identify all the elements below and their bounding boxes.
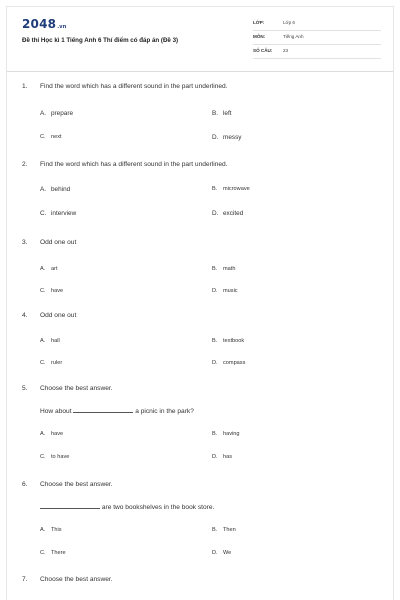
question-number: 1. (22, 83, 28, 90)
option-text: There (51, 550, 66, 556)
question-number: 5. (22, 385, 28, 392)
question-sentence (40, 503, 214, 511)
meta-label: SỐ CÂU: (253, 48, 273, 53)
exam-page (6, 6, 394, 600)
option-b[interactable] (212, 527, 236, 533)
meta-value: Lớp 6 (283, 20, 295, 25)
option-letter: D. (212, 454, 218, 460)
option-text: microwave (223, 186, 250, 192)
option-letter: B. (212, 431, 218, 437)
question-text: Odd one out (40, 239, 77, 246)
option-c[interactable] (40, 360, 62, 366)
meta-value: 23 (283, 48, 289, 53)
option-text: This (51, 527, 62, 533)
option-letter: B. (212, 527, 218, 533)
question-number: 4. (22, 312, 28, 319)
question-sentence (40, 407, 194, 415)
option-text: have (51, 431, 64, 437)
option-text: next (51, 134, 62, 140)
option-text: has (223, 454, 233, 460)
question-number: 3. (22, 239, 28, 246)
logo-suffix: .vn (57, 24, 67, 30)
option-text: textbook (223, 338, 245, 344)
option-letter: C. (40, 454, 46, 460)
option-d[interactable] (212, 134, 241, 141)
option-letter: C. (40, 288, 46, 294)
question-text: Choose the best answer. (40, 385, 113, 392)
question-text: Find the word which has a different sound in the part underlined. (40, 83, 228, 90)
option-letter: D. (212, 288, 218, 294)
option-letter: A. (40, 186, 47, 193)
option-letter: A. (40, 266, 46, 272)
meta-value: Tiếng Anh (283, 34, 304, 39)
option-text: to have (51, 454, 70, 460)
option-c[interactable] (40, 288, 63, 294)
option-text: hall (51, 338, 60, 344)
option-text: behind (51, 186, 71, 193)
sentence-end: are two bookshelves in the book store. (101, 504, 215, 511)
option-letter: D. (212, 134, 219, 141)
option-b[interactable] (212, 110, 232, 117)
option-text: compass (223, 360, 246, 366)
option-text: left (223, 110, 232, 117)
question-number: 6. (22, 481, 28, 488)
option-d[interactable] (212, 550, 231, 556)
question-text: Choose the best answer. (40, 576, 113, 583)
option-b[interactable] (212, 266, 235, 272)
option-letter: A. (40, 338, 46, 344)
option-letter: B. (212, 338, 218, 344)
option-d[interactable] (212, 210, 243, 217)
option-text: Then (223, 527, 236, 533)
option-letter: C. (40, 210, 47, 217)
option-text: art (51, 266, 58, 272)
option-text: have (51, 288, 64, 294)
answer-blank[interactable] (73, 407, 133, 413)
option-letter: D. (212, 550, 218, 556)
meta-row-count (253, 45, 381, 59)
option-a[interactable] (40, 266, 58, 272)
question-text: Choose the best answer. (40, 481, 113, 488)
option-a[interactable] (40, 110, 73, 117)
question-number: 2. (22, 161, 28, 168)
document-title: Đề thi Học kì 1 Tiếng Anh 6 Thí điểm có đáp án (Đề 3) (22, 37, 179, 44)
option-letter: C. (40, 550, 46, 556)
option-b[interactable] (212, 431, 239, 437)
option-letter: A. (40, 431, 46, 437)
sentence-end: a picnic in the park? (135, 408, 194, 415)
option-letter: A. (40, 110, 47, 117)
option-text: prepare (51, 110, 74, 117)
option-b[interactable] (212, 186, 250, 192)
option-text: excited (223, 210, 244, 217)
option-text: music (223, 288, 238, 294)
question-number: 7. (22, 576, 28, 583)
option-letter: D. (212, 360, 218, 366)
option-letter: B. (212, 266, 218, 272)
option-letter: D. (212, 210, 219, 217)
option-text: We (223, 550, 232, 556)
option-letter: C. (40, 134, 46, 140)
question-text: Odd one out (40, 312, 77, 319)
question-text: Find the word which has a different sound in the part underlined. (40, 161, 228, 168)
page-header (7, 7, 393, 69)
meta-row-subject (253, 31, 381, 45)
option-letter: A. (40, 527, 46, 533)
site-logo[interactable] (22, 17, 67, 31)
sentence-start: How about (40, 408, 72, 415)
option-c[interactable] (40, 134, 62, 140)
answer-blank[interactable] (40, 503, 100, 509)
option-c[interactable] (40, 454, 69, 460)
option-c[interactable] (40, 210, 76, 217)
logo-text: 2048 (22, 17, 57, 31)
option-d[interactable] (212, 454, 232, 460)
option-a[interactable] (40, 431, 63, 437)
option-letter: B. (212, 110, 219, 117)
option-text: math (223, 266, 236, 272)
meta-label: MÔN: (253, 34, 266, 39)
option-text: having (223, 431, 240, 437)
option-text: ruler (51, 360, 63, 366)
option-b[interactable] (212, 338, 244, 344)
meta-label: LỚP: (253, 20, 265, 25)
option-a[interactable] (40, 338, 60, 344)
option-c[interactable] (40, 550, 66, 556)
meta-row-class (253, 17, 381, 31)
option-a[interactable] (40, 527, 62, 533)
option-d[interactable] (212, 288, 238, 294)
header-divider (7, 71, 393, 72)
exam-meta (253, 17, 381, 59)
option-text: messy (223, 134, 242, 141)
option-letter: B. (212, 186, 218, 192)
option-a[interactable] (40, 186, 70, 193)
option-d[interactable] (212, 360, 245, 366)
option-text: interview (51, 210, 77, 217)
option-letter: C. (40, 360, 46, 366)
